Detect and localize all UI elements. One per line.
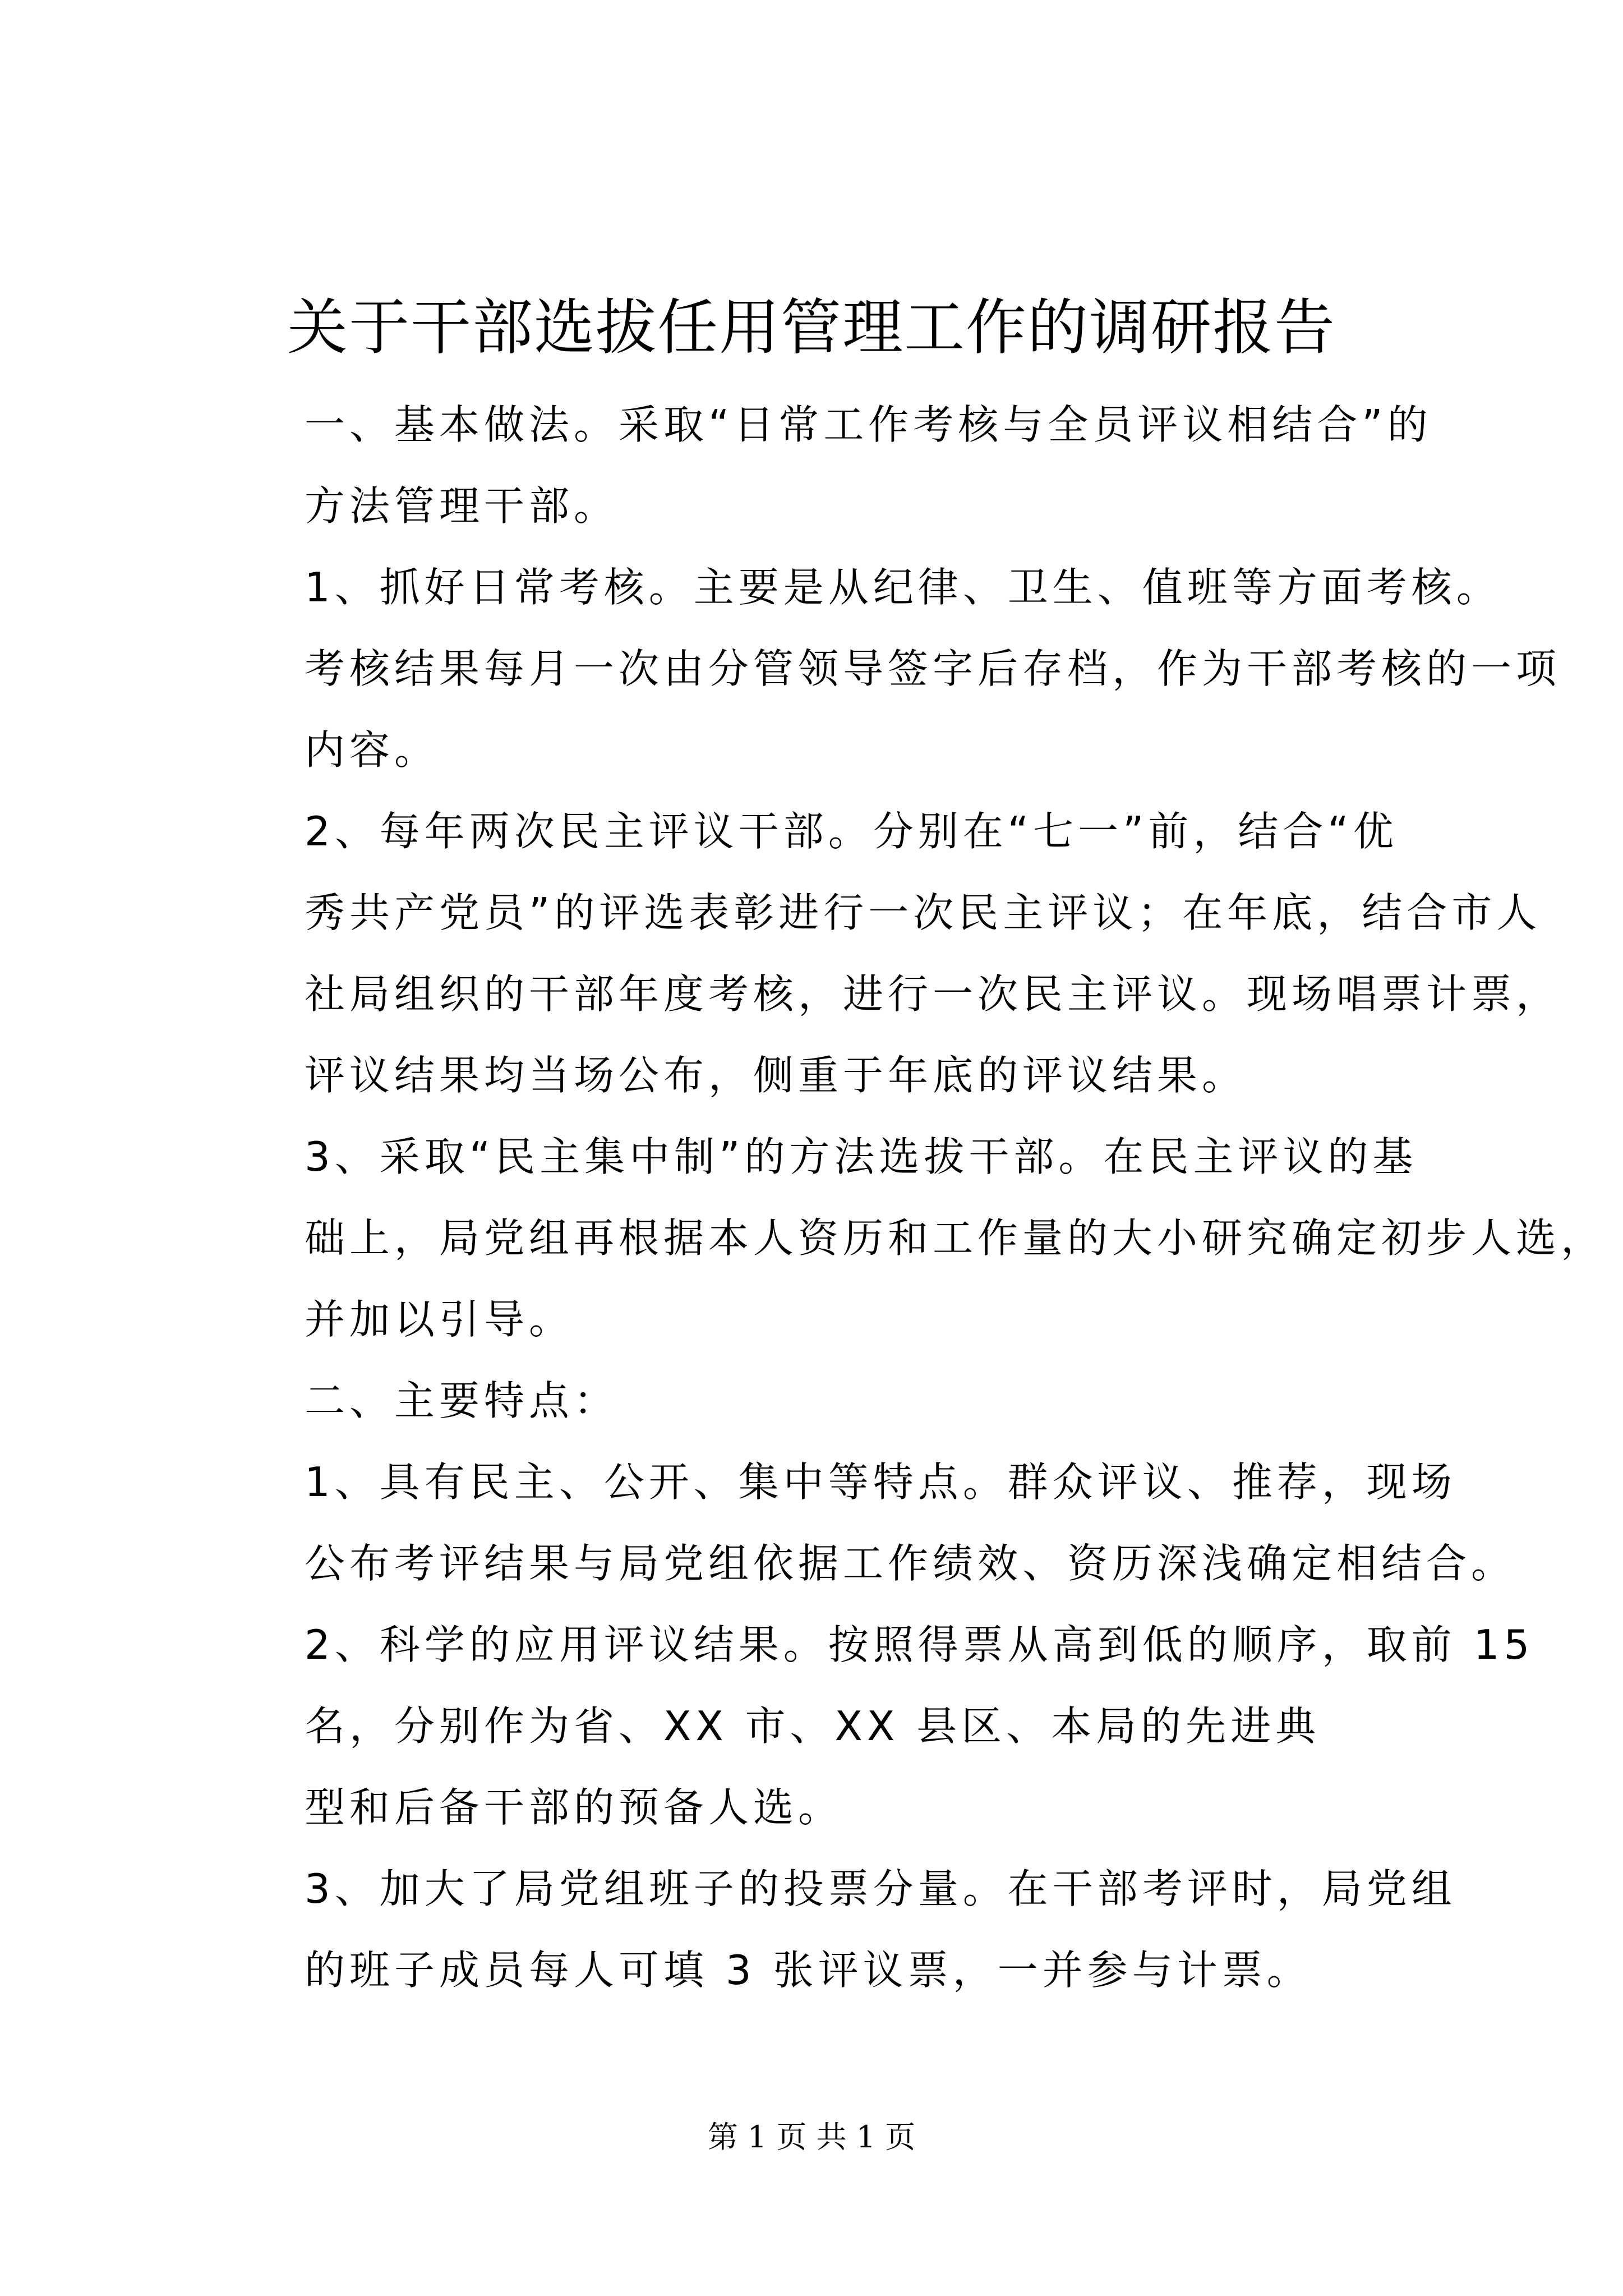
text-line: 二、主要特点： <box>305 1377 619 1424</box>
text-line: 考核结果每月一次由分管领导签字后存档，作为干部考核的一项 <box>305 645 1561 692</box>
paragraph <box>218 1116 1606 1360</box>
text-line: 评议结果均当场公布，侧重于年底的评议结果。 <box>305 1052 1247 1099</box>
paragraph <box>218 791 1561 1116</box>
text-line: 2、每年两次民主评议干部。分别在“七一”前，结合“优 <box>305 808 1398 855</box>
document-title: 关于干部选拔任用管理工作的调研报告 <box>287 293 1336 363</box>
paragraph <box>218 547 1561 791</box>
text-line: 社局组织的干部年度考核，进行一次民主评议。现场唱票计票， <box>305 970 1561 1018</box>
paragraph <box>218 384 1432 547</box>
text-line: 3、加大了局党组班子的投票分量。在干部考评时，局党组 <box>305 1865 1456 1912</box>
text-line: 并加以引导。 <box>305 1296 574 1343</box>
text-line: 型和后备干部的预备人选。 <box>305 1784 843 1831</box>
text-line: 公布考评结果与局党组依据工作绩效、资历深浅确定相结合。 <box>305 1540 1516 1587</box>
paragraph <box>218 1604 1534 1767</box>
document-body <box>218 384 1606 2011</box>
paragraph <box>218 1442 1516 1604</box>
text-line: 秀共产党员”的评选表彰进行一次民主评议；在年底，结合市人 <box>305 889 1542 936</box>
text-line: 内容。 <box>305 726 440 774</box>
text-line: 一、基本做法。采取“日常工作考核与全员评议相结合”的 <box>305 401 1432 448</box>
paragraph <box>218 1848 1456 2011</box>
page-footer: 第 1 页 共 1 页 <box>707 2119 916 2155</box>
text-line: 础上，局党组再根据本人资历和工作量的大小研究确定初步人选， <box>305 1214 1606 1262</box>
text-line: 名，分别作为省、XX 市、XX 县区、本局的先进典 <box>305 1703 1321 1750</box>
text-line: 的班子成员每人可填 3 张评议票，一并参与计票。 <box>305 1947 1312 1994</box>
text-line: 3、采取“民主集中制”的方法选拔干部。在民主评议的基 <box>305 1133 1418 1180</box>
text-line: 1、抓好日常考核。主要是从纪律、卫生、值班等方面考核。 <box>305 564 1501 611</box>
text-line: 1、具有民主、公开、集中等特点。群众评议、推荐，现场 <box>305 1458 1456 1506</box>
text-line: 方法管理干部。 <box>305 482 619 530</box>
text-line: 2、科学的应用评议结果。按照得票从高到低的顺序，取前 15 <box>305 1621 1534 1668</box>
paragraph <box>218 1360 1418 1442</box>
paragraph <box>218 1767 1418 1848</box>
